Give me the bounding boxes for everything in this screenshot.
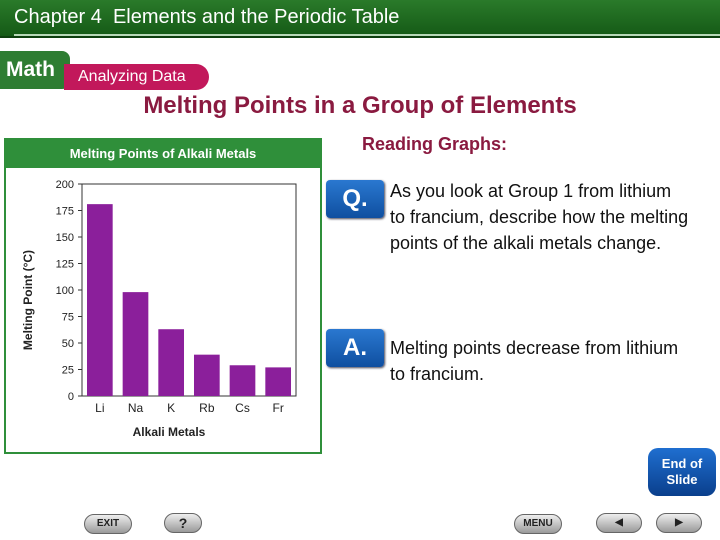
bar-chart [6,170,320,452]
x-tick-label: Rb [199,401,215,415]
help-button[interactable]: ? [164,513,202,533]
bar-na [123,292,149,396]
bar-rb [194,355,220,396]
y-tick-label: 0 [67,391,74,403]
y-axis-label: Melting Point (°C) [21,249,35,351]
chapter-header [0,0,720,38]
x-tick-label: Fr [272,401,284,415]
x-axis-label: Alkali Metals [132,425,206,439]
y-tick-label: 125 [55,258,74,271]
chart-panel [4,138,322,454]
analyzing-data-tab: Analyzing Data [64,64,209,90]
menu-button[interactable]: MENU [514,514,562,534]
answer-badge: A. [326,329,384,367]
x-tick-label: Na [127,401,144,415]
plot-frame [82,184,296,396]
bar-cs [230,365,256,396]
question-text: As you look at Group 1 from lithium to francium, describe how the melting points of the alkali metals change. [390,181,689,253]
question-badge: Q. [326,180,384,218]
exit-button[interactable]: EXIT [84,514,132,534]
y-tick-label: 50 [61,338,74,350]
x-tick-label: Cs [235,401,250,415]
reading-graphs-heading: Reading Graphs: [362,134,508,154]
y-tick-label: 150 [55,232,74,244]
next-slide-button[interactable] [656,513,702,533]
y-tick-label: 200 [55,179,74,191]
answer-text: Melting points decrease from lithium to francium. [390,338,679,384]
previous-slide-button[interactable] [596,513,642,533]
bar-k [158,329,184,396]
y-tick-label: 175 [55,205,74,218]
x-tick-label: K [167,401,176,415]
y-tick-label: 100 [55,285,74,297]
page-title: Melting Points in a Group of Elements [143,92,577,119]
bar-li [87,204,113,396]
chart-title: Melting Points of Alkali Metals [6,140,320,168]
math-badge: Math [0,51,70,89]
end-of-slide-button[interactable] [648,448,716,496]
chapter-title: Chapter 4 Elements and the Periodic Table [14,6,400,28]
end-slide-line1: End of [661,456,703,471]
arrow-left-icon: ◀ [615,517,623,528]
end-slide-line2: Slide [666,472,698,487]
bar-fr [265,367,291,396]
y-tick-label: 25 [61,364,74,377]
x-tick-label: Li [95,401,105,415]
y-tick-label: 75 [61,311,74,324]
arrow-right-icon: ▶ [675,517,683,528]
header-divider [14,34,720,36]
